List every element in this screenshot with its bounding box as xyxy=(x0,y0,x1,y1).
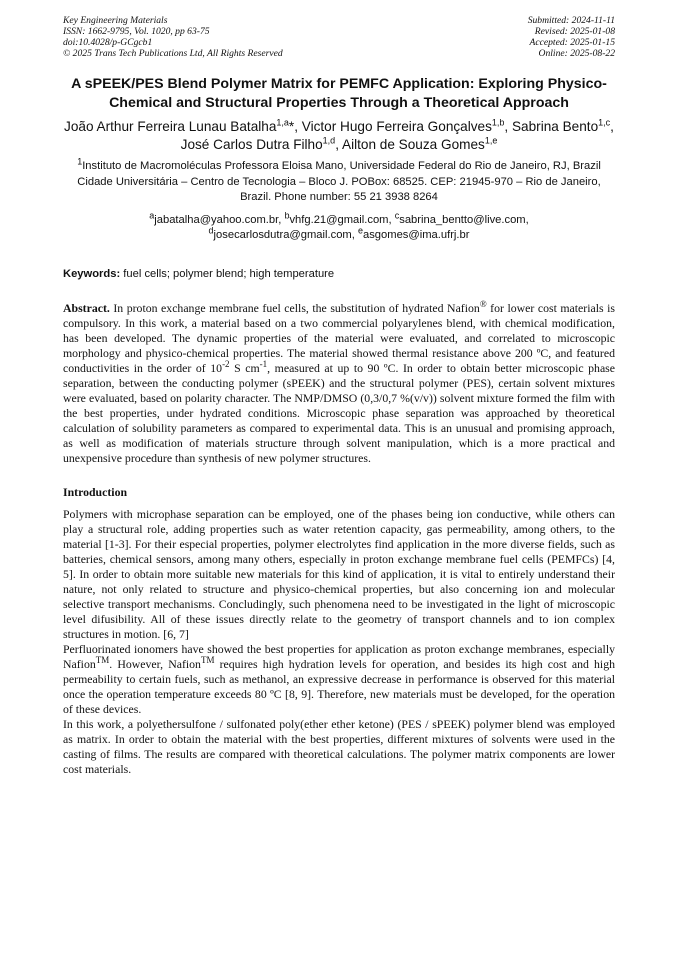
trademark-mark: TM xyxy=(95,654,110,665)
email-entry xyxy=(357,225,470,241)
copyright-line: © 2025 Trans Tech Publications Ltd, All Rights Reserved xyxy=(63,48,283,59)
affiliation xyxy=(63,156,615,206)
email-address: vhfg.21@gmail.com xyxy=(289,213,389,226)
author-affiliation-mark: 1,b xyxy=(491,117,505,128)
author-separator: , xyxy=(335,137,342,152)
journal-name: Key Engineering Materials xyxy=(63,15,168,26)
registered-mark: ® xyxy=(479,298,487,309)
email-entry xyxy=(394,209,526,226)
email-entry xyxy=(208,225,352,241)
issn-line: ISSN: 1662-9795, Vol. 1020, pp 63-75 xyxy=(63,26,210,37)
author-name: José Carlos Dutra Filho xyxy=(180,137,323,152)
email-address: jabatalha@yahoo.com.br xyxy=(154,213,279,226)
corresponding-author-mark: * xyxy=(288,119,295,134)
abstract-text: , measured at up to 90 ºC. In order to obtain better microscopic phase separation, between the conducting polymer (sPEEK) and the structural polymer (PES), certain solvent mixtures were evaluated, based on polarity character. The NMP/DMSO (0,3/0,7 %(v/v)) solvent mixture formed the film with the best properties, under hydrated conditions. Microscopic phase separation was approached by theoretical calculation of solubility parameters as compared to experimental data. This is an unusual and promising approach, as well as modification of materials structure through solvent manipulation, which is a more practical and unexpensive procedure than synthesis of new polymer structures. xyxy=(63,360,616,465)
author-separator: , xyxy=(294,119,302,134)
exponent: -1 xyxy=(259,358,268,369)
doi-line: doi:10.4028/p-GCgcb1 xyxy=(63,37,153,48)
author-name: Ailton de Souza Gomes xyxy=(342,137,485,152)
author-affiliation-mark: 1,d xyxy=(322,135,336,146)
email-separator: , xyxy=(388,213,395,226)
introduction-paragraph: Polymers with microphase separation can be employed, one of the phases being ion conductive, while others can play a structural role, adding properties such as water retention capacity, gas permeability, among others, to the material [1-3]. For their especial properties, polymer electrolytes find application in the more diverse fields, such as batteries, chemical sensors, among many others, especially in proton exchange membrane fuel cells (PEMFCs) [4, 5]. In order to obtain more suitable new materials for this kind of application, it is vital to entirely understand their nature, not only related to structure and physico-chemical properties, but also concerning ion and molecular selective transport mechanisms. Concludingly, such phenomena need to be investigated in the light of microscopic level difusibility. All of these issues directly relate to the geometry of transport channels and to ion complex structures in motion. [6, 7] xyxy=(63,506,615,641)
author-separator: , xyxy=(610,119,614,134)
author xyxy=(64,119,294,134)
online-date: Online: 2025-08-22 xyxy=(538,48,615,59)
affiliation-mark: 1 xyxy=(77,156,83,167)
author xyxy=(181,137,336,152)
abstract xyxy=(63,298,616,466)
affiliation-text: Instituto de Macromoléculas Professora Eloisa Mano, Universidade Federal do Rio de Janeiro, RJ, Brazil Cidade Universitária – Centro de Tecnologia – Bloco J. POBox: 68525. CEP: 21945-970 – Rio de Janeiro, Brazil. Phone number: 55 21 3938 8264 xyxy=(77,160,601,203)
author xyxy=(342,137,497,152)
submitted-date: Submitted: 2024-11-11 xyxy=(527,15,615,26)
email-entry xyxy=(149,209,279,226)
paragraph-text: Perfluorinated ionomers have showed the best properties for application as proton exchange membranes, especially Nafion xyxy=(63,641,615,671)
email-mark: a xyxy=(149,209,155,220)
email-address: josecarlosdutra@gmail.com xyxy=(213,229,352,241)
paragraph-text: . However, Nafion xyxy=(109,656,201,671)
keywords-label: Keywords: xyxy=(63,267,121,280)
author-name: Sabrina Bento xyxy=(511,119,599,134)
author-affiliation-mark: 1,c xyxy=(598,117,611,128)
keywords xyxy=(63,267,615,282)
accepted-date: Accepted: 2025-01-15 xyxy=(529,37,615,48)
introduction-paragraph: In this work, a polyethersulfone / sulfonated poly(ether ether ketone) (PES / sPEEK) polymer blend was employed as matrix. In order to obtain the material with the best properties, different mixtures of solvents were used in the casting of films. The results are compared with theoretical calculations. The polymer matrix components are lower cost materials. xyxy=(63,716,615,776)
email-mark: c xyxy=(394,209,400,220)
abstract-text: S cm xyxy=(229,360,260,375)
author-list xyxy=(63,118,615,154)
author-separator: , xyxy=(504,119,512,134)
introduction-heading: Introduction xyxy=(63,484,128,499)
trademark-mark: TM xyxy=(200,654,215,665)
introduction-paragraph xyxy=(63,642,615,717)
paper-title: A sPEEK/PES Blend Polymer Matrix for PEMFC Application: Exploring Physico-Chemical and Structural Properties Through a Theoretical Approach xyxy=(71,76,607,111)
author-affiliation-mark: 1,a xyxy=(276,117,289,128)
email-separator: , xyxy=(351,229,358,241)
abstract-label: Abstract. xyxy=(63,300,110,315)
author xyxy=(512,119,610,134)
email-separator: , xyxy=(278,213,285,226)
email-separator: , xyxy=(525,213,529,226)
email-address: sabrina_bentto@live.com xyxy=(399,213,526,226)
email-mark: d xyxy=(208,225,214,236)
email-mark: e xyxy=(357,225,363,236)
author-name: João Arthur Ferreira Lunau Batalha xyxy=(64,119,277,134)
email-mark: b xyxy=(284,209,290,220)
author-name: Victor Hugo Ferreira Gonçalves xyxy=(301,119,492,134)
abstract-text: In proton exchange membrane fuel cells, the substitution of hydrated Nafion xyxy=(109,300,480,315)
author xyxy=(302,119,505,134)
journal-info xyxy=(63,15,283,59)
email-entry xyxy=(284,209,389,226)
exponent: -2 xyxy=(222,358,230,369)
revised-date: Revised: 2025-01-08 xyxy=(534,26,615,37)
abstract-text: for lower cost materials is compulsory. In this work, a material based on a two commercial polyarylenes blend, with chemical modification, has been developed. The dynamic properties of the material were evaluated, and correlated to microscopic morphology and physico-chemical properties. The material showed thermal resistance above 200 ºC, and featured conductivities in the order of 10 xyxy=(63,300,615,375)
journal-header xyxy=(63,15,615,59)
author-affiliation-mark: 1,e xyxy=(484,135,498,146)
publication-dates xyxy=(528,15,615,59)
email-list xyxy=(63,209,615,244)
keywords-text: fuel cells; polymer blend; high temperature xyxy=(120,267,335,280)
paragraph-text: requires high hydration levels for operation, and besides its high cost and high permeability to certain fuels, such as methanol, an expressive decrease in performance is observed for this material once the operation temperature exceeds 80 ºC [8, 9]. Therefore, new materials must be developed, for the operation of these devices. xyxy=(63,656,615,716)
email-address: asgomes@ima.ufrj.br xyxy=(362,229,470,241)
